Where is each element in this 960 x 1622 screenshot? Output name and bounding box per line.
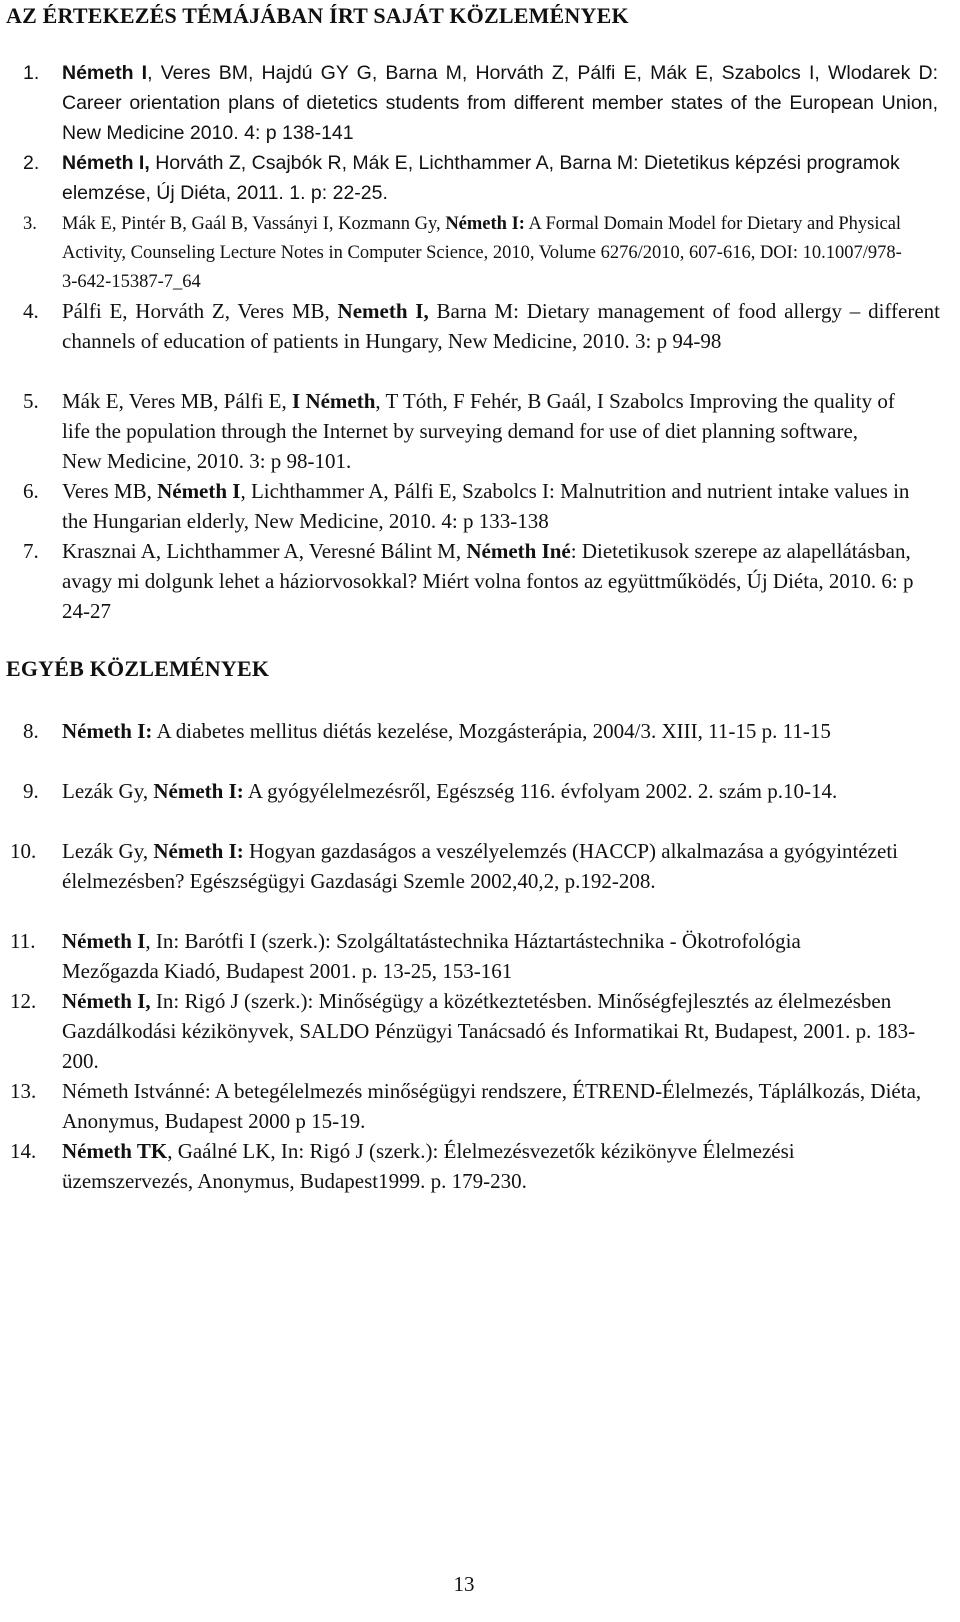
own-publications-list [0, 58, 940, 626]
author-highlight: Németh I, [62, 989, 151, 1013]
publication-11 [0, 926, 940, 986]
publication-number: 5. [23, 389, 39, 413]
publication-text-pre: Lezák Gy, [62, 839, 154, 863]
author-highlight: I Németh [292, 389, 376, 413]
publication-number: 11. [10, 929, 36, 953]
publication-text: , Gaálné LK, In: Rigó J (szerk.): Élelmezésvezetők kézikönyve Élelmezési üzemszervezés, Anonymus, Budapest1999. p. 179-230. [62, 1139, 795, 1193]
author-highlight: Németh TK [62, 1139, 168, 1163]
publication-text: : Dietetikusok szerepe az alapellátásban, avagy mi dolgunk lehet a háziorvosokkal? Miért volna fontos az együttműködés, Új Diéta, 2010. 6: p 24-27 [62, 539, 914, 623]
publication-5 [0, 386, 940, 476]
publication-7 [0, 536, 940, 626]
publication-9 [0, 776, 940, 836]
author-highlight: Nemeth I, [337, 299, 429, 323]
publication-number: 7. [23, 539, 39, 563]
publication-13 [0, 1076, 940, 1136]
publication-text: , In: Barótfi I (szerk.): Szolgáltatástechnika Háztartástechnika - Ökotrofológia Mezőgazda Kiadó, Budapest 2001. p. 13-25, 153-161 [62, 929, 801, 983]
publication-4 [0, 296, 940, 386]
section-heading-own-publications: AZ ÉRTEKEZÉS TÉMÁJÁBAN ÍRT SAJÁT KÖZLEMÉNYEK [6, 3, 629, 28]
publication-text: A gyógyélelmezésről, Egészség 116. évfolyam 2002. 2. szám p.10-14. [243, 779, 838, 803]
section-heading-other-publications: EGYÉB KÖZLEMÉNYEK [6, 656, 270, 681]
publication-number: 14. [10, 1139, 37, 1163]
publication-text-pre: Mák E, Pintér B, Gaál B, Vassányi I, Kozmann Gy, [62, 214, 446, 234]
publication-6 [0, 476, 940, 536]
author-highlight: Németh I: [153, 779, 244, 803]
publication-text: Barna M: Dietary management of food allergy – different channels of education of patients in Hungary, New Medicine, 2010. 3: p 94-98 [62, 299, 940, 353]
publication-text-pre: Mák E, Veres MB, Pálfi E, [62, 389, 293, 413]
author-highlight: Németh I, [62, 152, 150, 174]
publication-number: 6. [23, 479, 39, 503]
publication-number: 1. [23, 62, 40, 84]
publication-number: 9. [23, 779, 39, 803]
publication-number: 8. [23, 719, 39, 743]
page-number: 13 [453, 1572, 475, 1596]
author-highlight: Németh I [62, 62, 148, 84]
publication-number: 12. [10, 989, 37, 1013]
publication-text: , Lichthammer A, Pálfi E, Szabolcs I: Malnutrition and nutrient intake values in the Hungarian elderly, New Medicine, 2010. 4: p 133-138 [62, 479, 910, 533]
author-highlight: Németh I: [62, 719, 153, 743]
author-highlight: Németh Iné [466, 539, 571, 563]
publication-number: 13. [10, 1079, 37, 1103]
other-publications-list [0, 716, 940, 1196]
publication-text-pre: Lezák Gy, [62, 779, 154, 803]
publication-text: Németh Istvánné: A betegélelmezés minőségügyi rendszere, ÉTREND-Élelmezés, Táplálkozás, Diéta, Anonymus, Budapest 2000 p 15-19. [62, 1079, 922, 1133]
publication-number: 3. [23, 214, 37, 234]
publication-text: In: Rigó J (szerk.): Minőségügy a közétkeztetésben. Minőségfejlesztés az élelmezésben Gazdálkodási kézikönyvek, SALDO Pénzügyi Tanácsadó és Informatikai Rt, Budapest, 2001. p. 183-200. [62, 989, 916, 1073]
publication-text: , T Tóth, F Fehér, B Gaál, I Szabolcs Improving the quality of life the population through the Internet by surveying demand for use of diet planning software, New Medicine, 2010. 3: p 98-101. [62, 389, 895, 473]
publication-text-pre: Pálfi E, Horváth Z, Veres MB, [62, 299, 338, 323]
publication-8 [0, 716, 940, 776]
publication-text: A diabetes mellitus diétás kezelése, Mozgásterápia, 2004/3. XIII, 11-15 p. 11-15 [152, 719, 831, 743]
publication-1 [0, 58, 940, 148]
author-highlight: Németh I: [445, 214, 525, 234]
publication-text: A Formal Domain Model for Dietary and Physical Activity, Counseling Lecture Notes in Computer Science, 2010, Volume 6276/2010, 607-616, DOI: 10.1007/978-3-642-15387-7_64 [62, 214, 902, 292]
publication-number: 2. [23, 152, 40, 174]
author-highlight: Németh I [157, 479, 241, 503]
publication-10 [0, 836, 940, 926]
publication-number: 10. [10, 839, 37, 863]
publication-text-pre: Krasznai A, Lichthammer A, Veresné Bálint M, [62, 539, 467, 563]
author-highlight: Németh I: [153, 839, 244, 863]
publication-text: Horváth Z, Csajbók R, Mák E, Lichthammer A, Barna M: Dietetikus képzési programok elemzése, Új Diéta, 2011. 1. p: 22-25. [62, 152, 900, 204]
publication-text-pre: Veres MB, [62, 479, 158, 503]
publication-text: Hogyan gazdaságos a veszélyelemzés (HACCP) alkalmazása a gyógyintézeti élelmezésben? Egészségügyi Gazdasági Szemle 2002,40,2, p.192-208. [62, 839, 898, 893]
publication-number: 4. [23, 299, 39, 323]
publication-14 [0, 1136, 940, 1196]
publication-2 [0, 148, 940, 208]
author-highlight: Németh I [62, 929, 146, 953]
publication-12 [0, 986, 940, 1076]
publication-3 [0, 210, 940, 298]
publication-text: , Veres BM, Hajdú GY G, Barna M, Horváth Z, Pálfi E, Mák E, Szabolcs I, Wlodarek D: Career orientation plans of dietetics students from different member states of the European Union, New Medicine 2010. 4: p 138-141 [62, 62, 938, 144]
